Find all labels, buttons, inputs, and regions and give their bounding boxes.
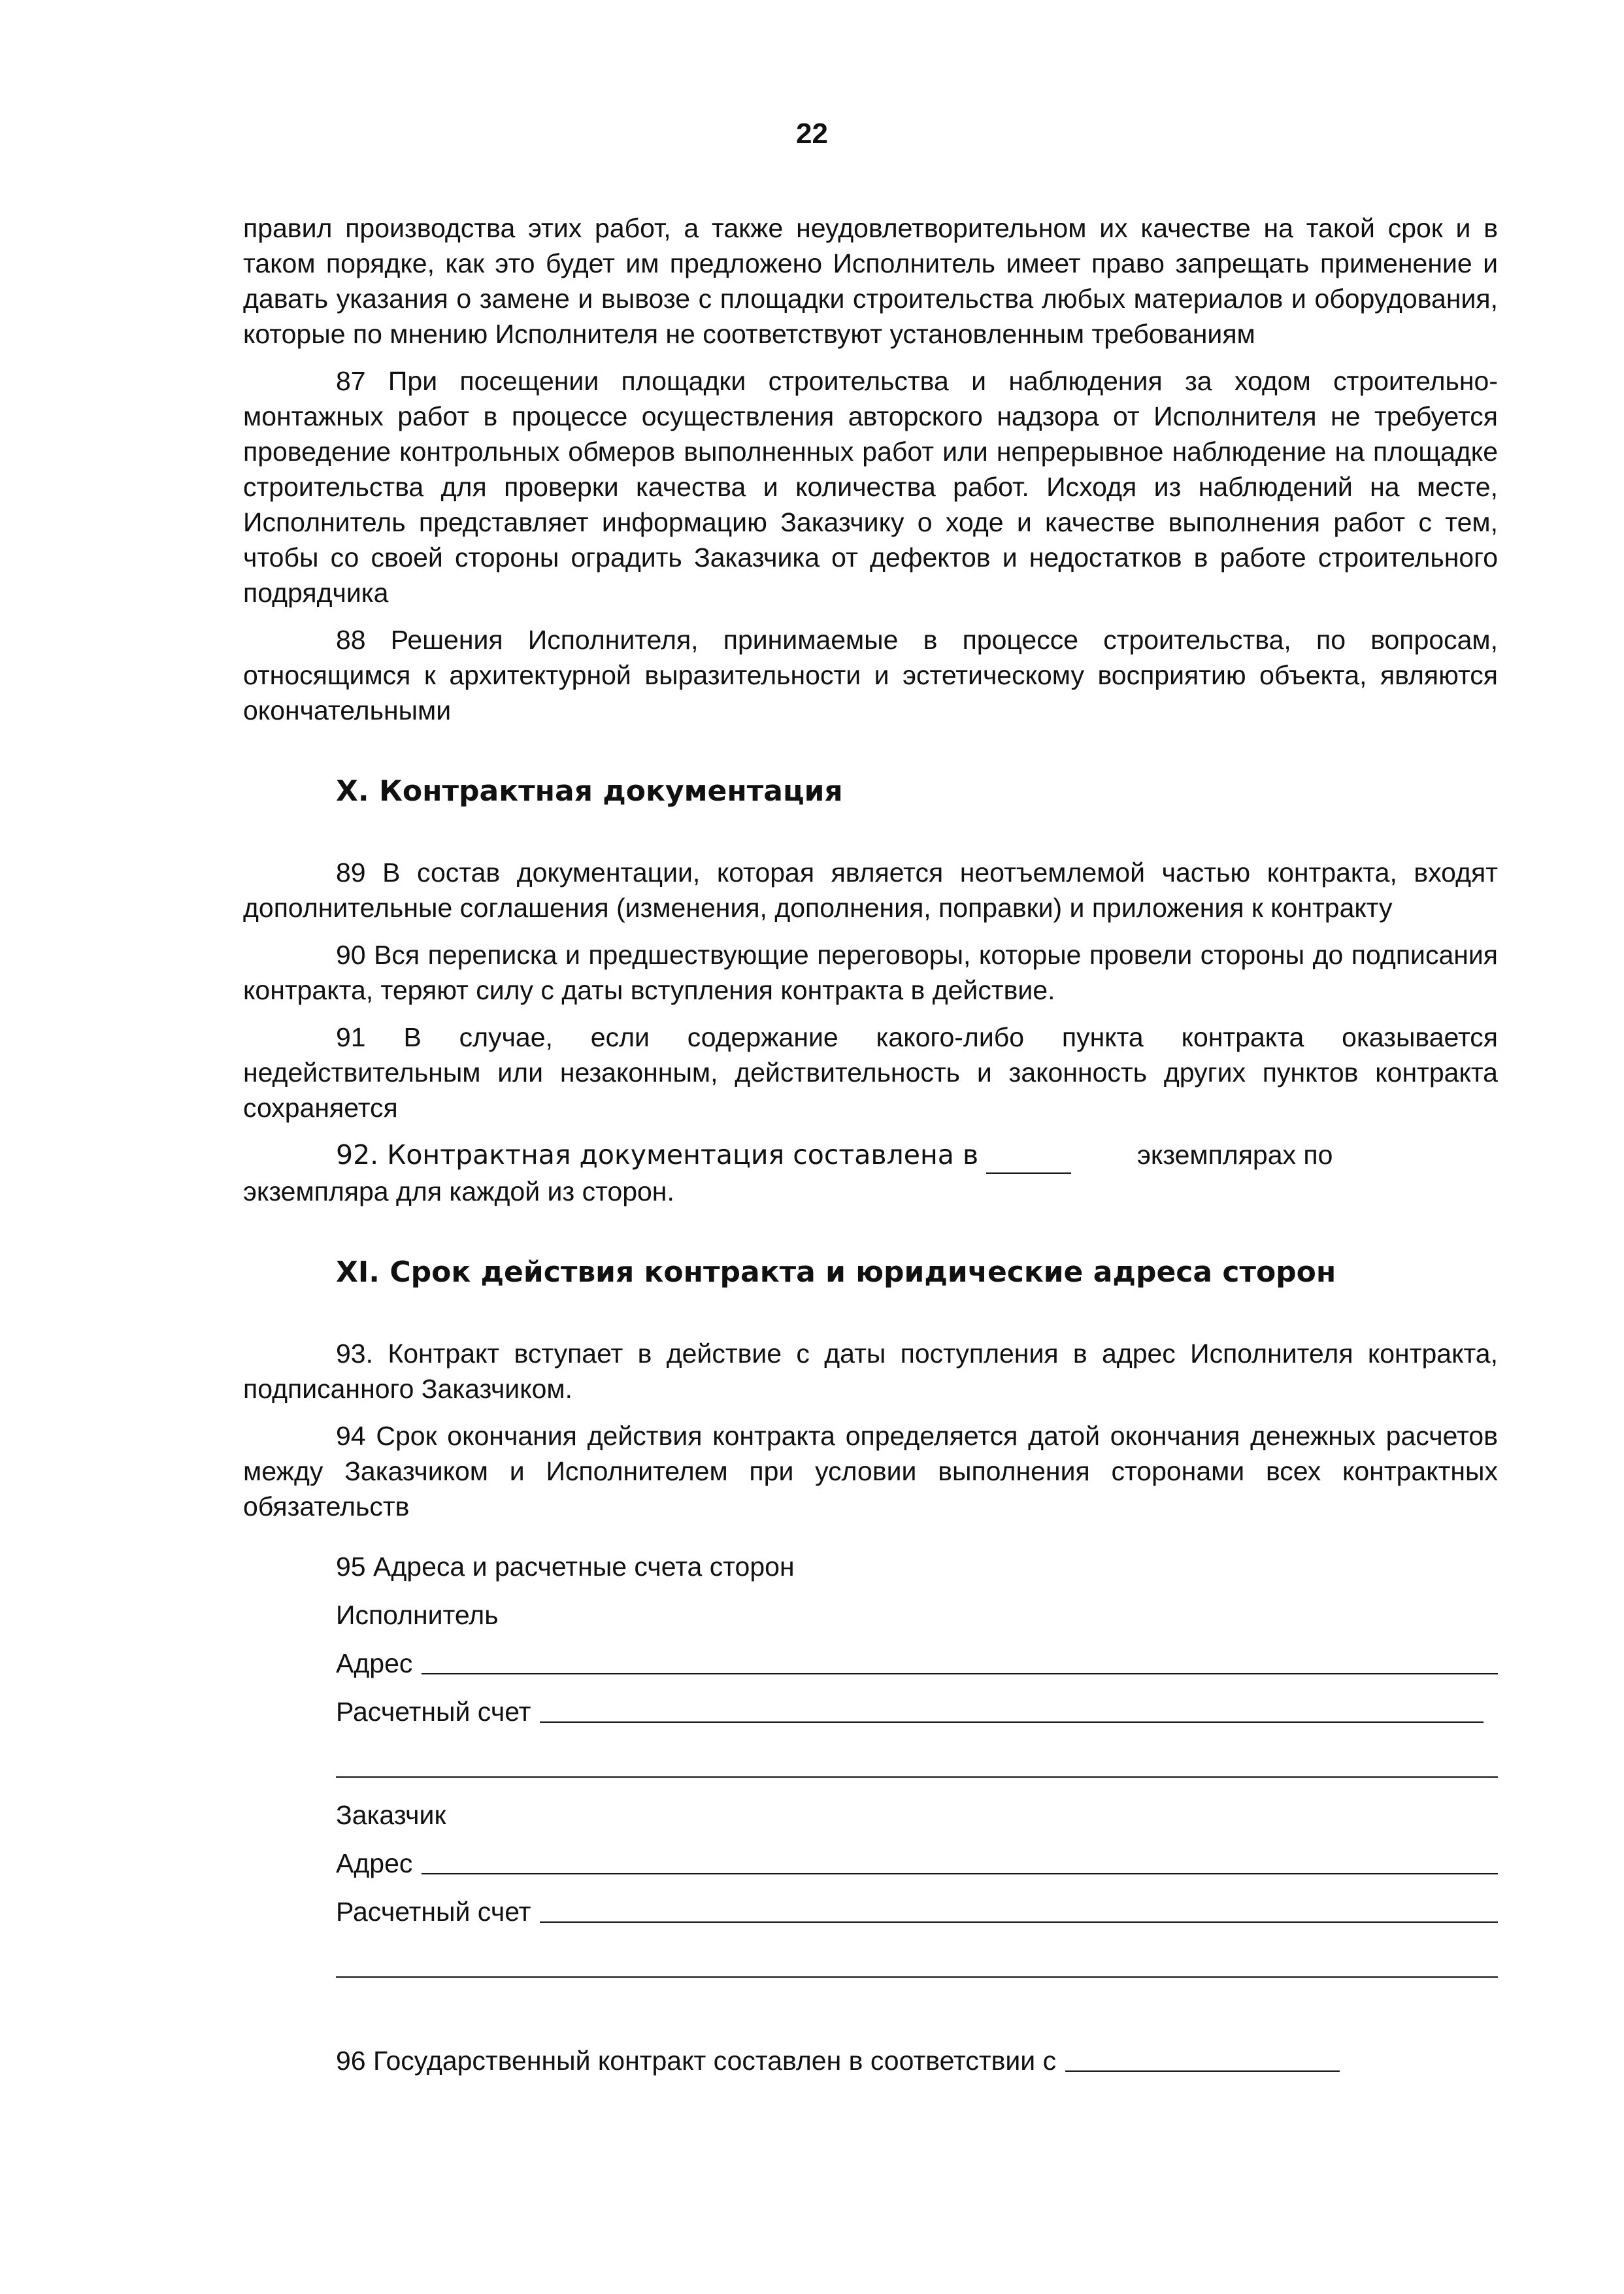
executor-address-blank[interactable] — [422, 1647, 1498, 1674]
parties-requisites — [336, 1536, 1498, 2078]
executor-extra-blank[interactable] — [336, 1729, 1498, 1778]
customer-account-blank[interactable] — [540, 1895, 1498, 1923]
executor-title: Исполнитель — [336, 1600, 499, 1630]
paragraph-96 — [336, 2030, 1498, 2078]
paragraph-92-first: 92. Контрактная документация составлена в — [336, 1139, 979, 1171]
executor-account-field[interactable] — [336, 1681, 1498, 1729]
customer-account-label: Расчетный счет — [336, 1897, 531, 1927]
customer-address-label: Адрес — [336, 1848, 413, 1878]
paragraph-88: 88 Решения Исполнителя, принимаемые в процессе строительства, по вопросам, относящимся к архитектурной выразительности и эстетическому восприятию объекта, являются окончательными — [243, 625, 1498, 725]
paragraph-95: 95 Адреса и расчетные счета сторон — [336, 1552, 795, 1582]
copies-count-blank[interactable] — [986, 1137, 1071, 1174]
executor-address-label: Адрес — [336, 1648, 413, 1678]
customer-extra-blank[interactable] — [336, 1929, 1498, 1978]
paragraph-92-second: экземпляра для каждой из сторон. — [243, 1176, 674, 1206]
customer-address-field[interactable] — [336, 1833, 1498, 1881]
paragraph-93: 93. Контракт вступает в действие с даты поступления в адрес Исполнителя контракта, подписанного Заказчиком. — [243, 1338, 1498, 1404]
paragraph-90: 90 Вся переписка и предшествующие переговоры, которые провели стороны до подписания контракта, теряют силу с даты вступления контракта в действие. — [243, 940, 1498, 1005]
section-xi-title: XI. Срок действия контракта и юридические адреса сторон — [336, 1255, 1336, 1289]
page-content — [243, 210, 1498, 2078]
customer-address-blank[interactable] — [422, 1847, 1498, 1874]
page-number: 22 — [796, 118, 828, 150]
paragraph-92-tail: экземплярах по — [1136, 1140, 1333, 1170]
customer-title: Заказчик — [336, 1800, 446, 1830]
customer-account-field[interactable] — [336, 1881, 1498, 1929]
paragraph-96-text: 96 Государственный контракт составлен в соответствии с — [336, 2046, 1057, 2076]
paragraph-87: 87 При посещении площадки строительства и наблюдения за ходом строительно-монтажных работ в процессе осуществления авторского надзора от Исполнителя не требуется проведение контрольных обмеров выполненных работ или непрерывное наблюдение на площадке строительства для проверки качества и количества работ. Исходя из наблюдений на месте, Исполнитель представляет информацию Заказчику о ходе и качестве выполнения работ с тем, чтобы со своей стороны оградить Заказчика от дефектов и недостатков в работе строительного подрядчика — [243, 366, 1498, 608]
executor-address-field[interactable] — [336, 1633, 1498, 1681]
paragraph-91: 91 В случае, если содержание какого-либо пункта контракта оказывается недействительным или незаконным, действительность и законность других пунктов контракта сохраняется — [243, 1022, 1498, 1123]
paragraph-89: 89 В состав документации, которая является неотъемлемой частью контракта, входят дополнительные соглашения (изменения, дополнения, поправки) и приложения к контракту — [243, 857, 1498, 923]
paragraph-continuation: правил производства этих работ, а также неудовлетворительном их качестве на такой срок и в таком порядке, как это будет им предложено Исполнитель имеет право запрещать применение и давать указания о замене и вывозе с площадки строительства любых материалов и оборудования, которые по мнению Исполнителя не соответствуют установленным требованиям — [243, 213, 1498, 349]
executor-account-blank[interactable] — [540, 1695, 1483, 1723]
section-x-title: X. Контрактная документация — [336, 774, 843, 808]
executor-account-label: Расчетный счет — [336, 1697, 531, 1727]
paragraph-94: 94 Срок окончания действия контракта определяется датой окончания денежных расчетов между Заказчиком и Исполнителем при условии выполнения сторонами всех контрактных обязательств — [243, 1421, 1498, 1521]
contract-basis-blank[interactable] — [1065, 2035, 1340, 2072]
paragraph-92 — [243, 1137, 1498, 1209]
